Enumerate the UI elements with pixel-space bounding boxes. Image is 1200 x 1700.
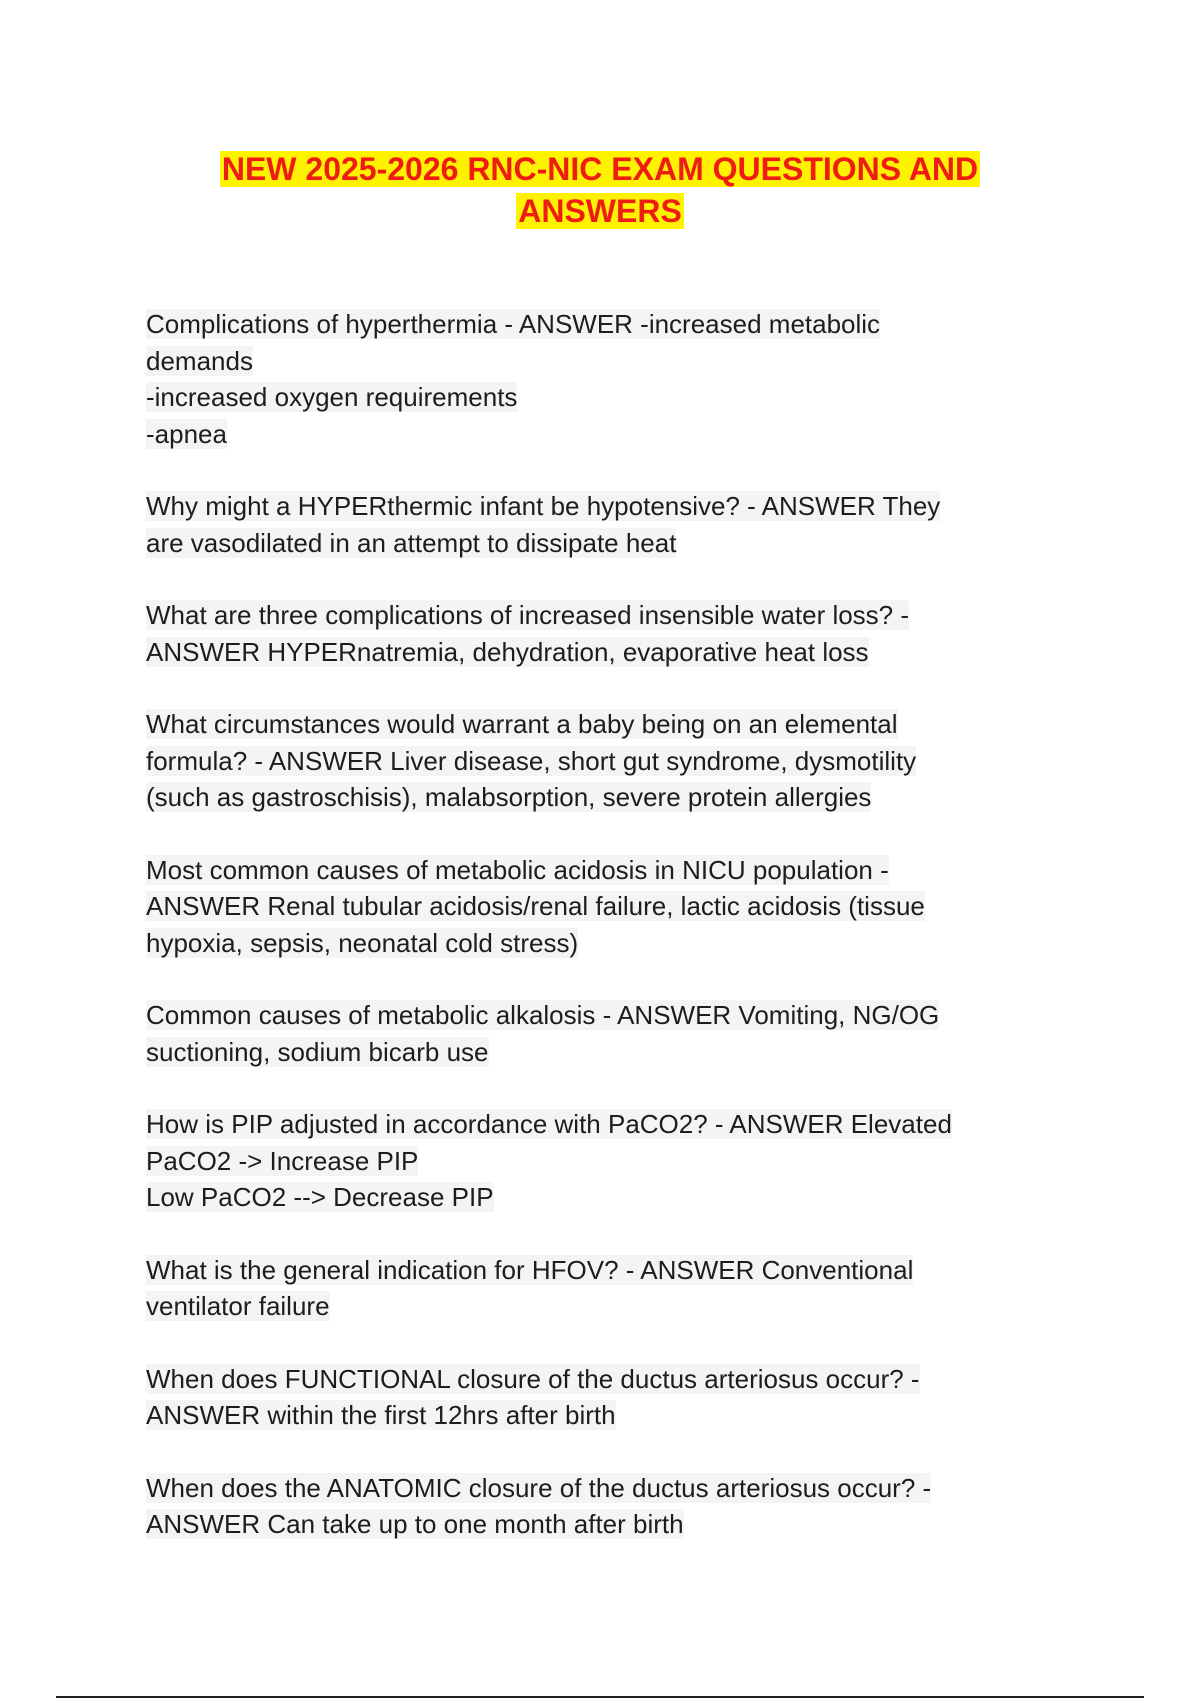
qa-item — [146, 597, 1046, 670]
title-line-1: NEW 2025-2026 RNC-NIC EXAM QUESTIONS AND — [221, 151, 979, 187]
qa-text: Common causes of metabolic alkalosis - ANSWER Vomiting, NG/OG suctioning, sodium bicarb use — [146, 1000, 940, 1067]
qa-item — [146, 1252, 1046, 1325]
qa-text: When does the ANATOMIC closure of the ductus arteriosus occur? - ANSWER Can take up to one month after birth — [146, 1472, 932, 1539]
page-title — [160, 148, 1040, 232]
qa-text: What is the general indication for HFOV? - ANSWER Conventional ventilator failure — [146, 1254, 914, 1321]
qa-text: Complications of hyperthermia - ANSWER -increased metabolic demands -increased oxygen requirements -apnea — [146, 309, 881, 449]
qa-item — [146, 488, 1046, 561]
qa-text: What are three complications of increased insensible water loss? - ANSWER HYPERnatremia, dehydration, evaporative heat loss — [146, 600, 910, 667]
qa-text: How is PIP adjusted in accordance with PaCO2? - ANSWER Elevated PaCO2 -> Increase PIP Low PaCO2 --> Decrease PIP — [146, 1109, 952, 1212]
qa-item — [146, 706, 1046, 816]
qa-text: Why might a HYPERthermic infant be hypotensive? - ANSWER They are vasodilated in an attempt to dissipate heat — [146, 491, 941, 558]
qa-item — [146, 306, 1046, 452]
qa-text: Most common causes of metabolic acidosis in NICU population - ANSWER Renal tubular acidosis/renal failure, lactic acidosis (tissue hypoxia, sepsis, neonatal cold stress) — [146, 854, 925, 958]
qa-item — [146, 997, 1046, 1070]
qa-text: When does FUNCTIONAL closure of the ductus arteriosus occur? - ANSWER within the first 12hrs after birth — [146, 1363, 920, 1430]
qa-item — [146, 1470, 1046, 1543]
qa-item — [146, 1106, 1046, 1216]
qa-text: What circumstances would warrant a baby being on an elemental formula? - ANSWER Liver disease, short gut syndrome, dysmotility (such as gastroschisis), malabsorption, severe protein allergies — [146, 709, 917, 812]
qa-item — [146, 852, 1046, 962]
qa-list — [146, 306, 1046, 1579]
qa-item — [146, 1361, 1046, 1434]
title-line-2: ANSWERS — [518, 193, 682, 229]
footer-divider — [56, 1696, 1144, 1698]
